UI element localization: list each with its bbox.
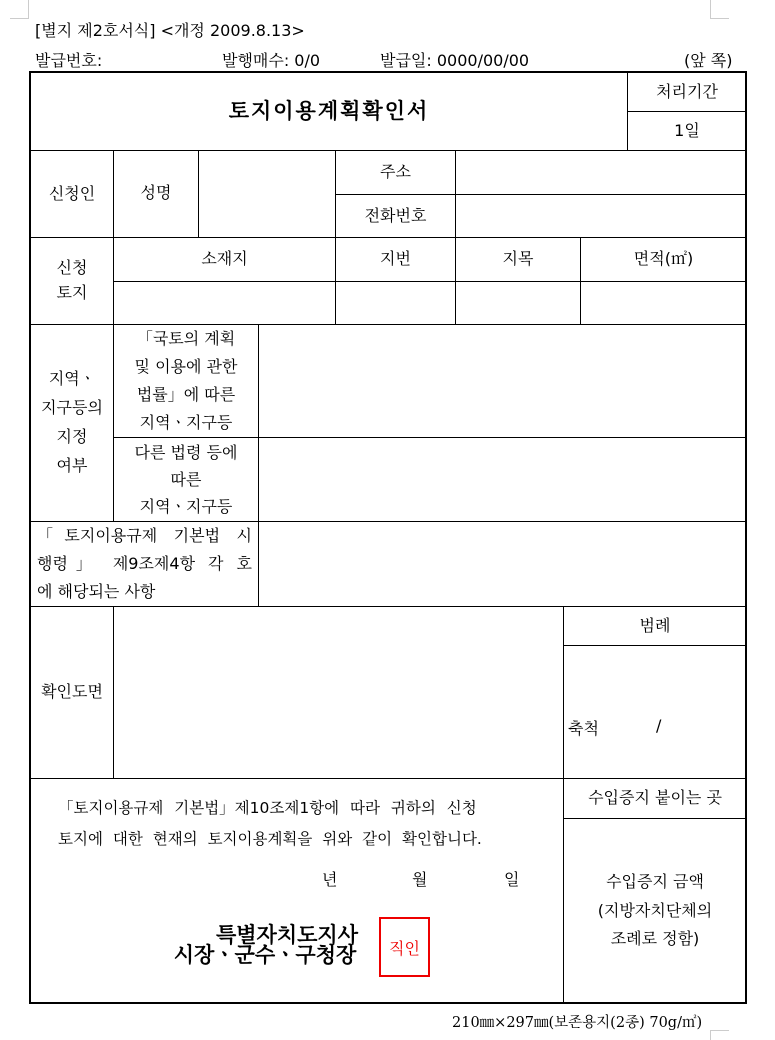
address-label: 주소: [335, 150, 456, 195]
official-seal: 직인: [379, 917, 430, 977]
zone-label-line: 여부: [56, 455, 88, 475]
confirmation-text: 토지에 대한 현재의 토지이용계획을 위와 같이 확인합니다.: [58, 830, 482, 848]
month-label: 월: [412, 870, 428, 889]
issue-date-label: 발급일: 0000/00/00: [380, 51, 530, 70]
form-label: [별지 제2호서식] <개정 2009.8.13>: [35, 21, 305, 40]
land-label-line: 신청: [56, 258, 88, 278]
label-line: 「토지이용규제 기본법 시: [37, 526, 252, 545]
label-line: 에 해당되는 사항: [37, 582, 156, 601]
revenue-stamp-place-label: 수입증지 붙이는 곳: [563, 778, 747, 819]
day-label: 일: [504, 870, 520, 889]
zone-label-line: 지정: [56, 427, 88, 446]
label-line: 지역ㆍ지구등: [139, 497, 233, 517]
copies-label: 발행매수: 0/0: [222, 51, 321, 70]
area-field[interactable]: [580, 281, 747, 325]
location-field[interactable]: [113, 281, 336, 325]
stamp-amount-line: 수입증지 금액: [606, 871, 704, 891]
scale-label: 축척: [568, 719, 599, 738]
lot-number-field[interactable]: [335, 281, 456, 325]
signer-line: 특별자치도지사: [215, 923, 358, 947]
national-land-law-field[interactable]: [258, 324, 747, 438]
signer: [150, 925, 380, 965]
land-label-line: 토지: [56, 283, 88, 302]
label-line: 「국토의 계획: [136, 329, 236, 348]
legend-area: [563, 645, 747, 779]
paper-spec: 210㎜×297㎜(보존용지(2종) 70g/㎡): [452, 1015, 703, 1031]
corner-mark: [710, 0, 729, 19]
label-line: 다른 법령 등에: [134, 442, 238, 462]
revenue-stamp-amount: [563, 818, 747, 1004]
map-area: [113, 606, 564, 779]
label-line: 및 이용에 관한: [134, 357, 238, 376]
address-field[interactable]: [455, 150, 747, 195]
side-label: (앞 쪽): [684, 51, 733, 70]
zone-label-line: 지구등의: [41, 398, 103, 418]
regulation-items-label: [30, 521, 259, 607]
zone-label-line: 지역ㆍ: [48, 369, 96, 389]
location-label: 소재지: [113, 237, 336, 282]
national-land-law-label: [113, 324, 259, 438]
corner-mark: [10, 0, 29, 19]
other-law-field[interactable]: [258, 437, 747, 522]
label-line: 행령」 제9조제4항 각 호: [37, 554, 252, 573]
signer-line: 시장ㆍ군수ㆍ구청장: [173, 943, 357, 967]
area-label: 면적(㎡): [580, 237, 747, 282]
zone-designation-label: [30, 324, 114, 522]
corner-mark: [710, 1030, 729, 1040]
label-line: 지역ㆍ지구등: [139, 413, 233, 432]
label-line: 법률」에 따른: [136, 385, 236, 404]
issue-number-label: 발급번호:: [35, 48, 102, 72]
land-label: [30, 237, 114, 325]
phone-label: 전화번호: [335, 194, 456, 238]
legend-label: 범례: [563, 606, 747, 646]
map-label: 확인도면: [30, 606, 114, 779]
regulation-items-field[interactable]: [258, 521, 747, 607]
processing-period-label: 처리기간: [627, 72, 747, 112]
label-line: 따른: [170, 469, 202, 489]
other-law-label: [113, 437, 259, 522]
land-category-label: 지목: [455, 237, 581, 282]
stamp-amount-line: 조례로 정함): [610, 929, 700, 949]
applicant-label: 신청인: [30, 150, 114, 238]
lot-number-label: 지번: [335, 237, 456, 282]
confirmation-text: 「토지이용규제 기본법」제10조제1항에 따라 귀하의 신청: [58, 799, 477, 817]
form-title: 토지이용계획확인서: [30, 72, 628, 151]
processing-period-value: 1일: [627, 111, 747, 151]
phone-field[interactable]: [455, 194, 747, 238]
stamp-amount-line: (지방자치단체의: [597, 900, 713, 920]
land-category-field[interactable]: [455, 281, 581, 325]
name-field[interactable]: [198, 150, 336, 238]
name-label: 성명: [113, 150, 199, 238]
scale-separator: /: [656, 716, 662, 735]
year-label: 년: [322, 870, 338, 889]
